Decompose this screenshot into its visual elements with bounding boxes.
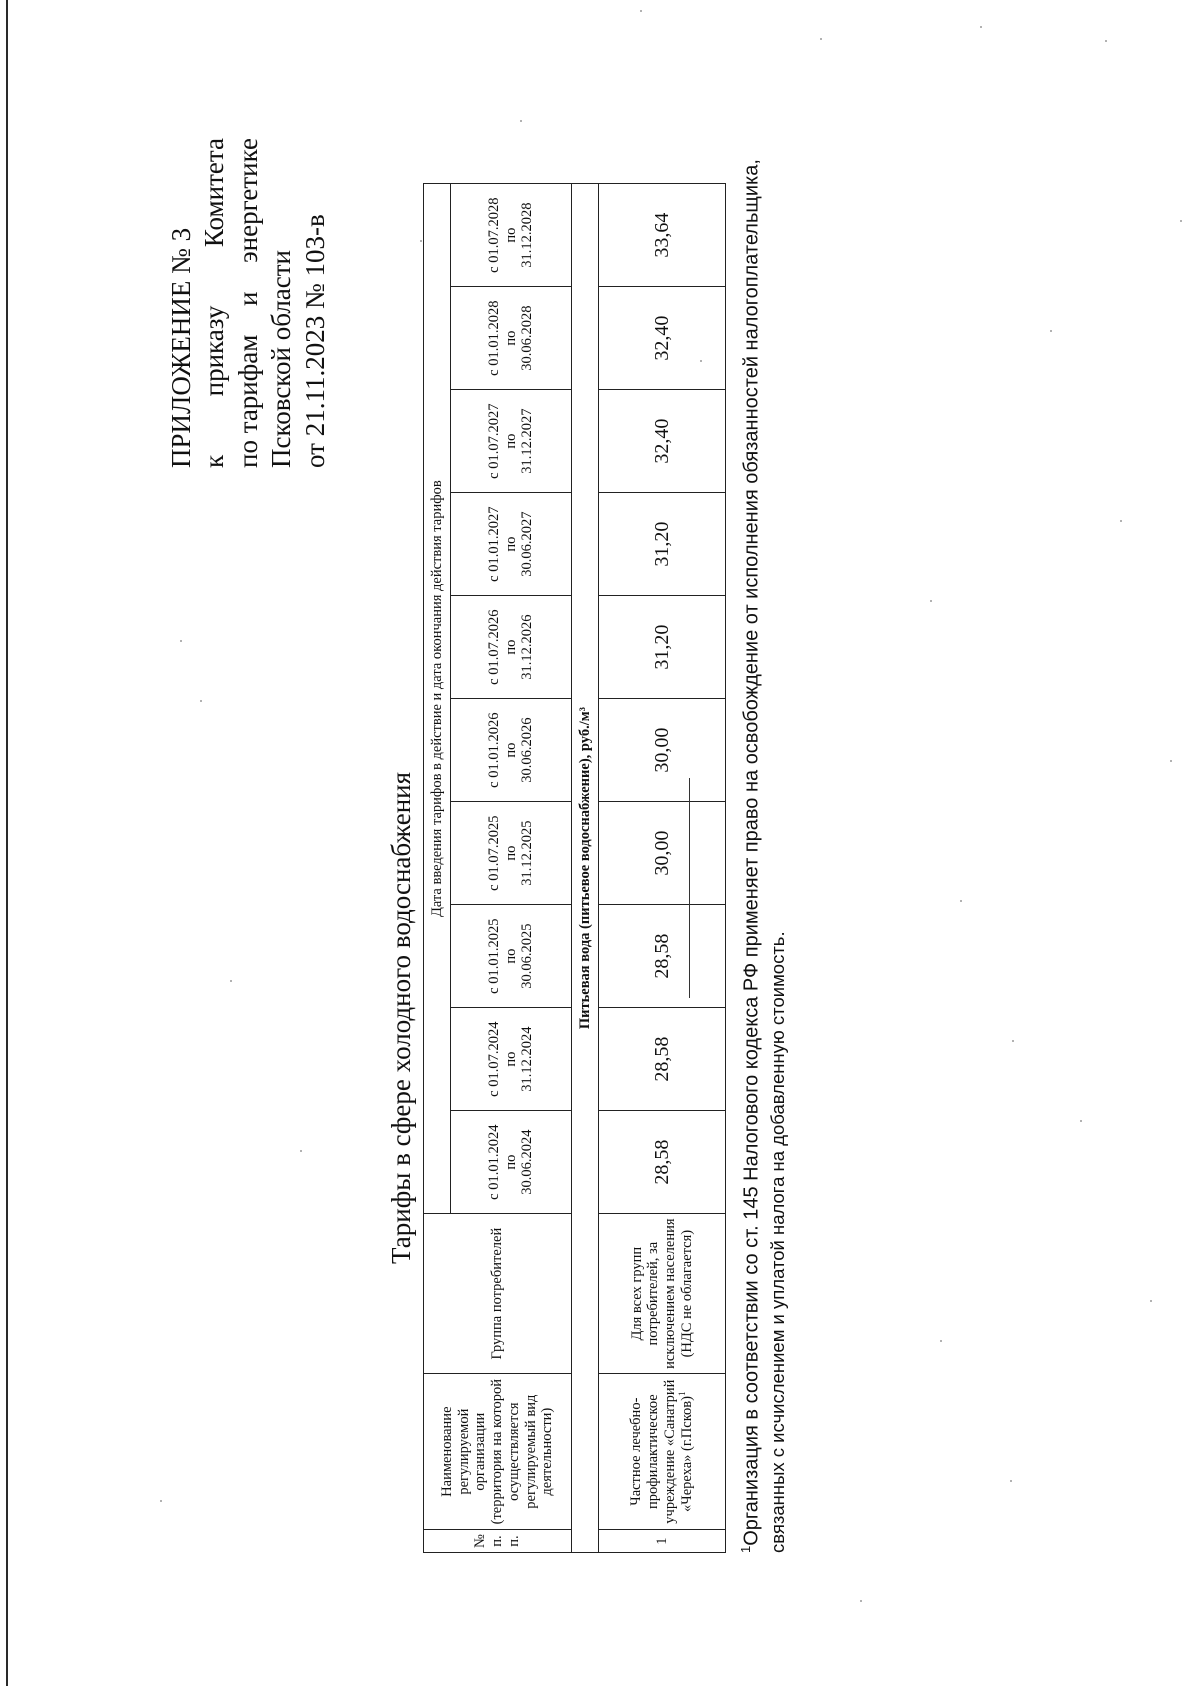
period-separator: по xyxy=(502,330,519,346)
appendix-region: Псковской области xyxy=(266,249,297,468)
period-header-4 xyxy=(451,802,572,905)
scan-speck xyxy=(960,900,962,902)
period-end: 30.06.2027 xyxy=(519,511,536,577)
period-start: с 01.01.2025 xyxy=(485,918,502,994)
period-end: 31.12.2025 xyxy=(519,820,536,886)
period-start: с 01.01.2026 xyxy=(485,712,502,788)
appendix-line-2: к приказу Комитета xyxy=(199,138,230,468)
period-end: 30.06.2028 xyxy=(519,305,536,371)
period-separator: по xyxy=(502,1051,519,1067)
header-dates: Дата введения тарифов в действие и дата окончания действия тарифов xyxy=(424,184,451,1214)
tariff-value: 32,40 xyxy=(599,287,726,390)
scan-speck xyxy=(1050,330,1052,332)
period-header-8 xyxy=(451,390,572,493)
tariff-table xyxy=(423,183,726,1553)
period-start: с 01.07.2027 xyxy=(485,403,502,479)
tariff-value: 33,64 xyxy=(599,184,726,287)
period-separator: по xyxy=(502,536,519,552)
period-end: 30.06.2025 xyxy=(519,923,536,989)
tariff-value: 32,40 xyxy=(599,390,726,493)
tariff-value: 31,20 xyxy=(599,596,726,699)
period-separator: по xyxy=(502,948,519,964)
period-start: с 01.01.2027 xyxy=(485,506,502,582)
tariff-value: 31,20 xyxy=(599,493,726,596)
header-consumer-group: Группа потребителей xyxy=(424,1214,572,1374)
separator-line xyxy=(689,778,690,998)
scan-speck xyxy=(1012,1040,1014,1042)
scan-speck xyxy=(1080,1120,1082,1122)
document-title: Тарифы в сфере холодного водоснабжения xyxy=(386,771,416,1265)
page-edge-line xyxy=(6,0,8,1686)
footnote-mark: 1 xyxy=(678,1391,689,1397)
period-header-6 xyxy=(451,596,572,699)
appendix-line-3: по тарифам и энергетике xyxy=(232,138,263,468)
period-header-9 xyxy=(451,287,572,390)
scan-speck xyxy=(930,600,932,602)
scan-speck xyxy=(1010,1480,1012,1482)
table-row xyxy=(599,184,726,1553)
rotated-document-page xyxy=(100,93,860,1593)
scan-speck xyxy=(1180,220,1182,222)
row-number: 1 xyxy=(599,1530,726,1553)
consumer-group: Для всех групп потребителей, за исключением населения (НДС не облагается) xyxy=(599,1214,726,1374)
footnote xyxy=(737,103,791,1553)
period-header-5 xyxy=(451,699,572,802)
period-header-2 xyxy=(451,1008,572,1111)
footnote-text-1: Организация в соответствии со ст. 145 Налогового кодекса РФ применяет право на освобождение от исполнения обязанностей налогоплательщика, xyxy=(740,159,763,1546)
period-start: с 01.01.2028 xyxy=(485,300,502,376)
period-start: с 01.07.2026 xyxy=(485,609,502,685)
period-end: 31.12.2026 xyxy=(519,614,536,680)
appendix-order-date: от 21.11.2023 № 103-в xyxy=(299,214,330,468)
scan-speck xyxy=(640,10,642,12)
header-row-number: № п. п. xyxy=(424,1530,572,1553)
period-end: 31.12.2028 xyxy=(519,202,536,268)
header-organization: Наименование регулируемой организации (территория на которой осуществляется регулируемый вид деятельности) xyxy=(424,1374,572,1530)
scan-speck xyxy=(1120,520,1122,522)
period-separator: по xyxy=(502,1154,519,1170)
scan-speck xyxy=(1170,760,1172,762)
scan-speck xyxy=(1150,1300,1152,1302)
period-start: с 01.07.2024 xyxy=(485,1021,502,1097)
period-end: 30.06.2026 xyxy=(519,717,536,783)
period-start: с 01.01.2024 xyxy=(485,1124,502,1200)
scan-speck xyxy=(1105,40,1107,42)
appendix-header xyxy=(165,138,332,468)
tariff-value: 30,00 xyxy=(599,802,726,905)
period-header-10 xyxy=(451,184,572,287)
scan-speck xyxy=(940,1340,942,1342)
scan-speck xyxy=(820,38,822,40)
footnote-text-2: связанных с исчислением и уплатой налога на добавленную стоимость. xyxy=(766,931,788,1553)
period-separator: по xyxy=(502,845,519,861)
scan-speck xyxy=(860,1600,862,1602)
period-start: с 01.07.2025 xyxy=(485,815,502,891)
period-separator: по xyxy=(502,742,519,758)
tariff-value: 28,58 xyxy=(599,1111,726,1214)
period-end: 31.12.2024 xyxy=(519,1026,536,1092)
section-drinking-water: Питьевая вода (питьевое водоснабжение), руб./м³ xyxy=(572,184,599,1553)
period-separator: по xyxy=(502,433,519,449)
period-header-7 xyxy=(451,493,572,596)
organization-name: Частное лечебно-профилактическое учреждение «Санатрий «Череха» (г.Псков)$^1$ xyxy=(599,1374,726,1530)
appendix-number: ПРИЛОЖЕНИЕ № 3 xyxy=(166,227,196,468)
period-start: с 01.07.2028 xyxy=(485,197,502,273)
period-separator: по xyxy=(502,639,519,655)
period-header-1 xyxy=(451,1111,572,1214)
period-end: 30.06.2024 xyxy=(519,1129,536,1195)
tariff-value: 30,00 xyxy=(599,699,726,802)
period-header-3 xyxy=(451,905,572,1008)
tariff-value: 28,58 xyxy=(599,905,726,1008)
period-separator: по xyxy=(502,227,519,243)
footnote-number: 1 xyxy=(738,1545,753,1553)
period-end: 31.12.2027 xyxy=(519,408,536,474)
scan-speck xyxy=(980,26,982,28)
tariff-value: 28,58 xyxy=(599,1008,726,1111)
